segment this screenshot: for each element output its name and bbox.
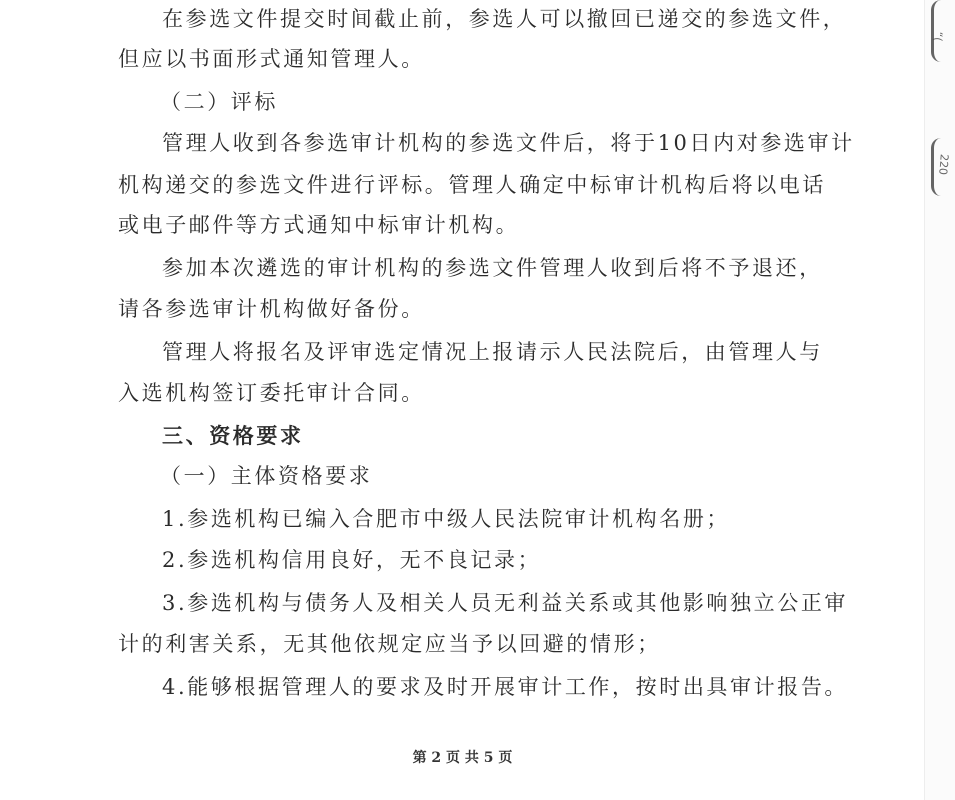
paragraph-line: 请各参选审计机构做好备份。 bbox=[118, 297, 425, 321]
paragraph-line: 参加本次遴选的审计机构的参选文件管理人收到后将不予退还， bbox=[162, 256, 823, 280]
list-item: 4.能够根据管理人的要求及时开展审计工作，按时出具审计报告。 bbox=[162, 675, 849, 699]
paragraph-line: 管理人收到各参选审计机构的参选文件后，将于10日内对参选审计 bbox=[162, 131, 855, 155]
margin-seal-strip bbox=[924, 0, 955, 800]
seal-text-fragment: “( bbox=[931, 30, 945, 43]
paragraph-line: 机构递交的参选文件进行评标。管理人确定中标审计机构后将以电话 bbox=[118, 173, 826, 197]
subheading-evaluation: （二）评标 bbox=[160, 90, 278, 114]
seal-text-fragment: 220 bbox=[936, 153, 951, 176]
page-number: 第 2 页 共 5 页 bbox=[412, 750, 513, 766]
paragraph-line: 在参选文件提交时间截止前，参选人可以撤回已递交的参选文件， bbox=[162, 7, 847, 31]
paragraph-line: 或电子邮件等方式通知中标审计机构。 bbox=[118, 213, 520, 237]
list-item: 2.参选机构信用良好，无不良记录； bbox=[162, 548, 542, 572]
list-item: 1.参选机构已编入合肥市中级人民法院审计机构名册； bbox=[162, 507, 731, 531]
subheading-qualification: （一）主体资格要求 bbox=[160, 464, 373, 488]
paragraph-line: 入选机构签订委托审计合同。 bbox=[118, 381, 425, 405]
list-item-continuation: 计的利害关系，无其他依规定应当予以回避的情形； bbox=[118, 632, 661, 656]
paragraph-line: 但应以书面形式通知管理人。 bbox=[118, 47, 425, 71]
list-item: 3.参选机构与债务人及相关人员无利益关系或其他影响独立公正审 bbox=[162, 591, 849, 615]
paragraph-line: 管理人将报名及评审选定情况上报请示人民法院后，由管理人与 bbox=[162, 340, 823, 364]
section-heading: 三、资格要求 bbox=[162, 423, 304, 448]
